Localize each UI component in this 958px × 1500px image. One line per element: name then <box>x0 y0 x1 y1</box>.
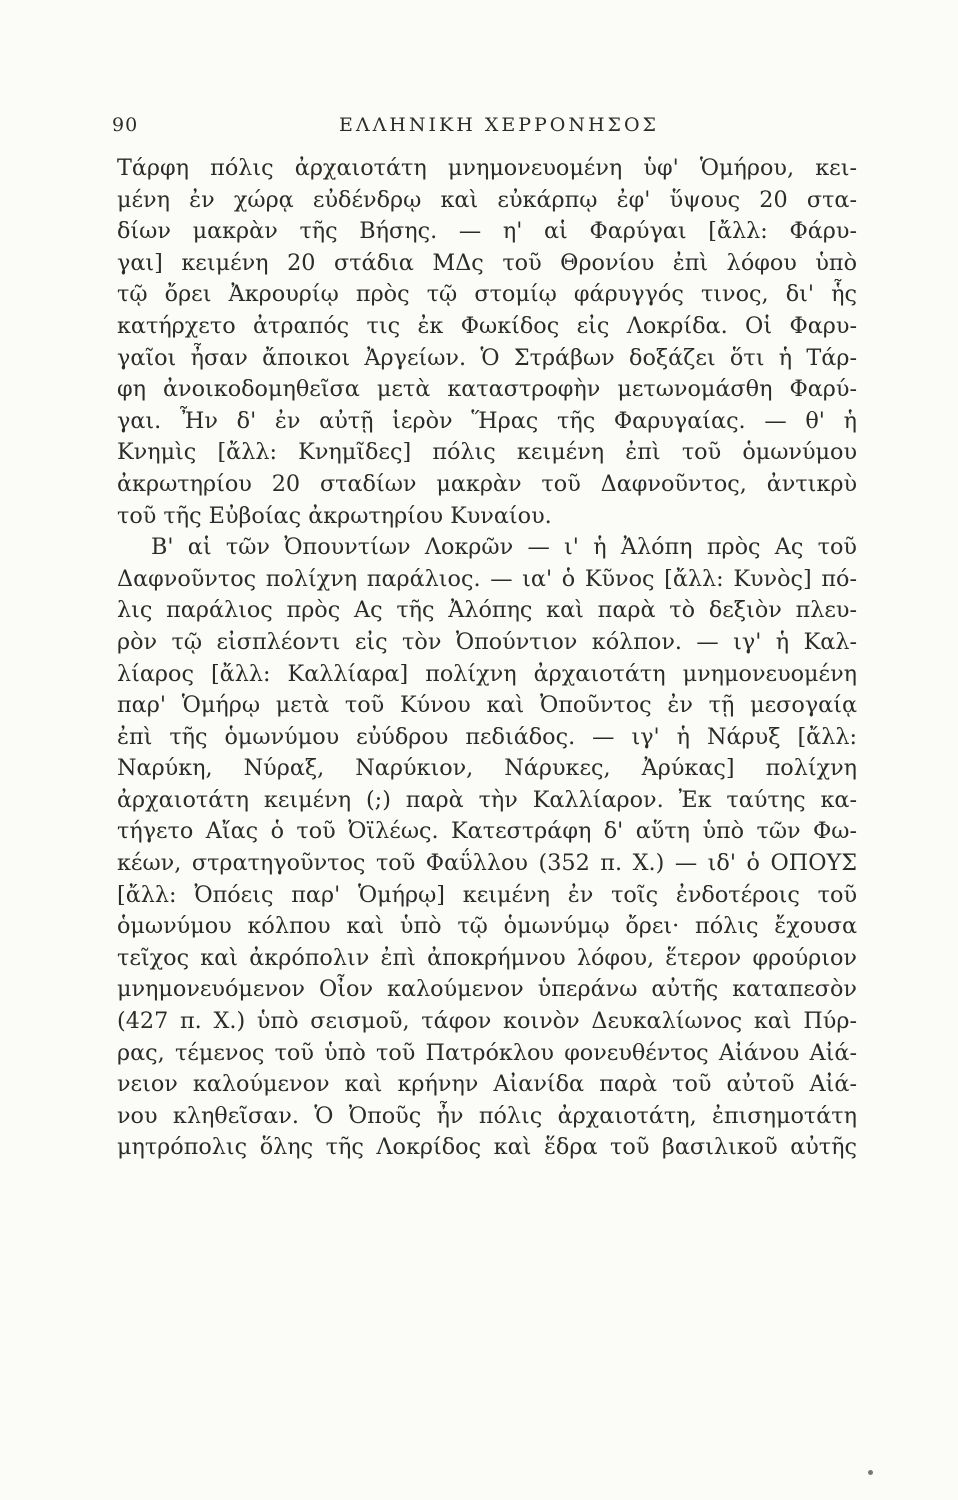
text-line: ρὸν τῷ εἰσπλέοντι εἰς τὸν Ὀπούντιον κόλπον. — ιγ' ἡ Καλ- <box>117 628 857 655</box>
text-line: ἀκρωτηρίου 20 σταδίων μακρὰν τοῦ Δαφνοῦντος, ἀντικρὺ <box>117 470 857 497</box>
running-title: ΕΛΛΗΝΙΚΗ ΧΕΡΡΟΝΗΣΟΣ <box>339 114 659 136</box>
body-text <box>117 153 857 1164</box>
text-line: [ἄλλ: Ὀπόεις παρ' Ὁμήρῳ] κειμένη ἐν τοῖς ἐνδοτέροις τοῦ <box>117 881 857 908</box>
text-line: ἀρχαιοτάτη κειμένη (;) παρὰ τὴν Καλλίαρον. Ἐκ ταύτης κα- <box>117 786 857 813</box>
text-line: Κνημὶς [ἄλλ: Κνημῖδες] πόλις κειμένη ἐπὶ τοῦ ὁμωνύμου <box>117 439 857 466</box>
text-line: Ναρύκη, Νύραξ, Ναρύκιον, Νάρυκες, Ἀρύκας] πολίχνη <box>117 755 857 782</box>
text-line: Β' αἱ τῶν Ὀπουντίων Λοκρῶν — ι' ἡ Ἀλόπη πρὸς Ας τοῦ <box>151 534 857 561</box>
text-line: νειον καλούμενον καὶ κρήνην Αἰανίδα παρὰ τοῦ αὐτοῦ Αἰά- <box>117 1071 857 1098</box>
text-line: λις παράλιος πρὸς Ας τῆς Ἀλόπης καὶ παρὰ τὸ δεξιὸν πλευ- <box>117 597 857 624</box>
text-line: τήγετο Αἴας ὁ τοῦ Ὀϊλέως. Κατεστράφη δ' αὕτη ὑπὸ τῶν Φω- <box>117 818 857 845</box>
text-line: μητρόπολις ὅλης τῆς Λοκρίδος καὶ ἕδρα τοῦ βασιλικοῦ αὐτῆς <box>117 1134 857 1161</box>
text-line: λίαρος [ἄλλ: Καλλίαρα] πολίχνη ἀρχαιοτάτη μνημονευομένη <box>117 660 857 687</box>
text-line: παρ' Ὁμήρῳ μετὰ τοῦ Κύνου καὶ Ὀποῦντος ἐν τῇ μεσογαίᾳ <box>117 692 857 719</box>
text-line: Δαφνοῦντος πολίχνη παράλιος. — ια' ὁ Κῦνος [ἄλλ: Κυνὸς] πό- <box>117 565 857 592</box>
text-line: ἐπὶ τῆς ὁμωνύμου εὐύδρου πεδιάδος. — ιγ' ἡ Νάρυξ [ἄλλ: <box>117 723 857 750</box>
page-number: 90 <box>112 114 139 136</box>
text-line: φη ἀνοικοδομηθεῖσα μετὰ καταστροφὴν μετωνομάσθη Φαρύ- <box>117 376 857 403</box>
text-line: τῷ ὄρει Ἀκρουρίῳ πρὸς τῷ στομίῳ φάρυγγός τινος, δι' ἧς <box>117 281 857 308</box>
text-line: ρας, τέμενος τοῦ ὑπὸ τοῦ Πατρόκλου φονευθέντος Αἰάνου Αἰά- <box>117 1039 857 1066</box>
text-line: ὁμωνύμου κόλπου καὶ ὑπὸ τῷ ὁμωνύμῳ ὄρει· πόλις ἔχουσα <box>117 913 857 940</box>
text-line: νου κληθεῖσαν. Ὁ Ὀποῦς ἦν πόλις ἀρχαιοτάτη, ἐπισημοτάτη <box>117 1102 857 1129</box>
text-line: (427 π. Χ.) ὑπὸ σεισμοῦ, τάφον κοινὸν Δευκαλίωνος καὶ Πύρ- <box>117 1008 857 1035</box>
text-line: δίων μακρὰν τῆς Βήσης. — η' αἱ Φαρύγαι [ἄλλ: Φάρυ- <box>117 218 857 245</box>
text-line: κέων, στρατηγοῦντος τοῦ Φαΰλλου (352 π. Χ.) — ιδ' ὁ ΟΠΟΥΣ <box>117 850 857 877</box>
text-line: γαι] κειμένη 20 στάδια ΜΔς τοῦ Θρονίου ἐπὶ λόφου ὑπὸ <box>117 249 857 276</box>
text-line: γαι. Ἦν δ' ἐν αὐτῇ ἱερὸν Ἥρας τῆς Φαρυγαίας. — θ' ἡ <box>117 407 857 434</box>
text-line: τοῦ τῆς Εὐβοίας ἀκρωτηρίου Κυναίου. <box>117 502 552 529</box>
text-line: Τάρφη πόλις ἀρχαιοτάτη μνημονευομένη ὑφ' Ὁμήρου, κει- <box>117 155 857 181</box>
paper-speck <box>868 1470 873 1475</box>
text-line: τεῖχος καὶ ἀκρόπολιν ἐπὶ ἀποκρήμνου λόφου, ἕτερον φρούριον <box>117 944 857 971</box>
text-line: μνημονευόμενον Οἶον καλούμενον ὑπεράνω αὐτῆς καταπεσὸν <box>117 976 857 1003</box>
text-line: γαῖοι ἦσαν ἄποικοι Ἀργείων. Ὁ Στράβων δοξάζει ὅτι ἡ Τάρ- <box>117 344 857 371</box>
text-line: κατήρχετο ἀτραπός τις ἐκ Φωκίδος εἰς Λοκρίδα. Οἱ Φαρυ- <box>117 312 857 339</box>
text-line: μένη ἐν χώρᾳ εὐδένδρῳ καὶ εὐκάρπῳ ἐφ' ὕψους 20 στα- <box>117 186 857 213</box>
